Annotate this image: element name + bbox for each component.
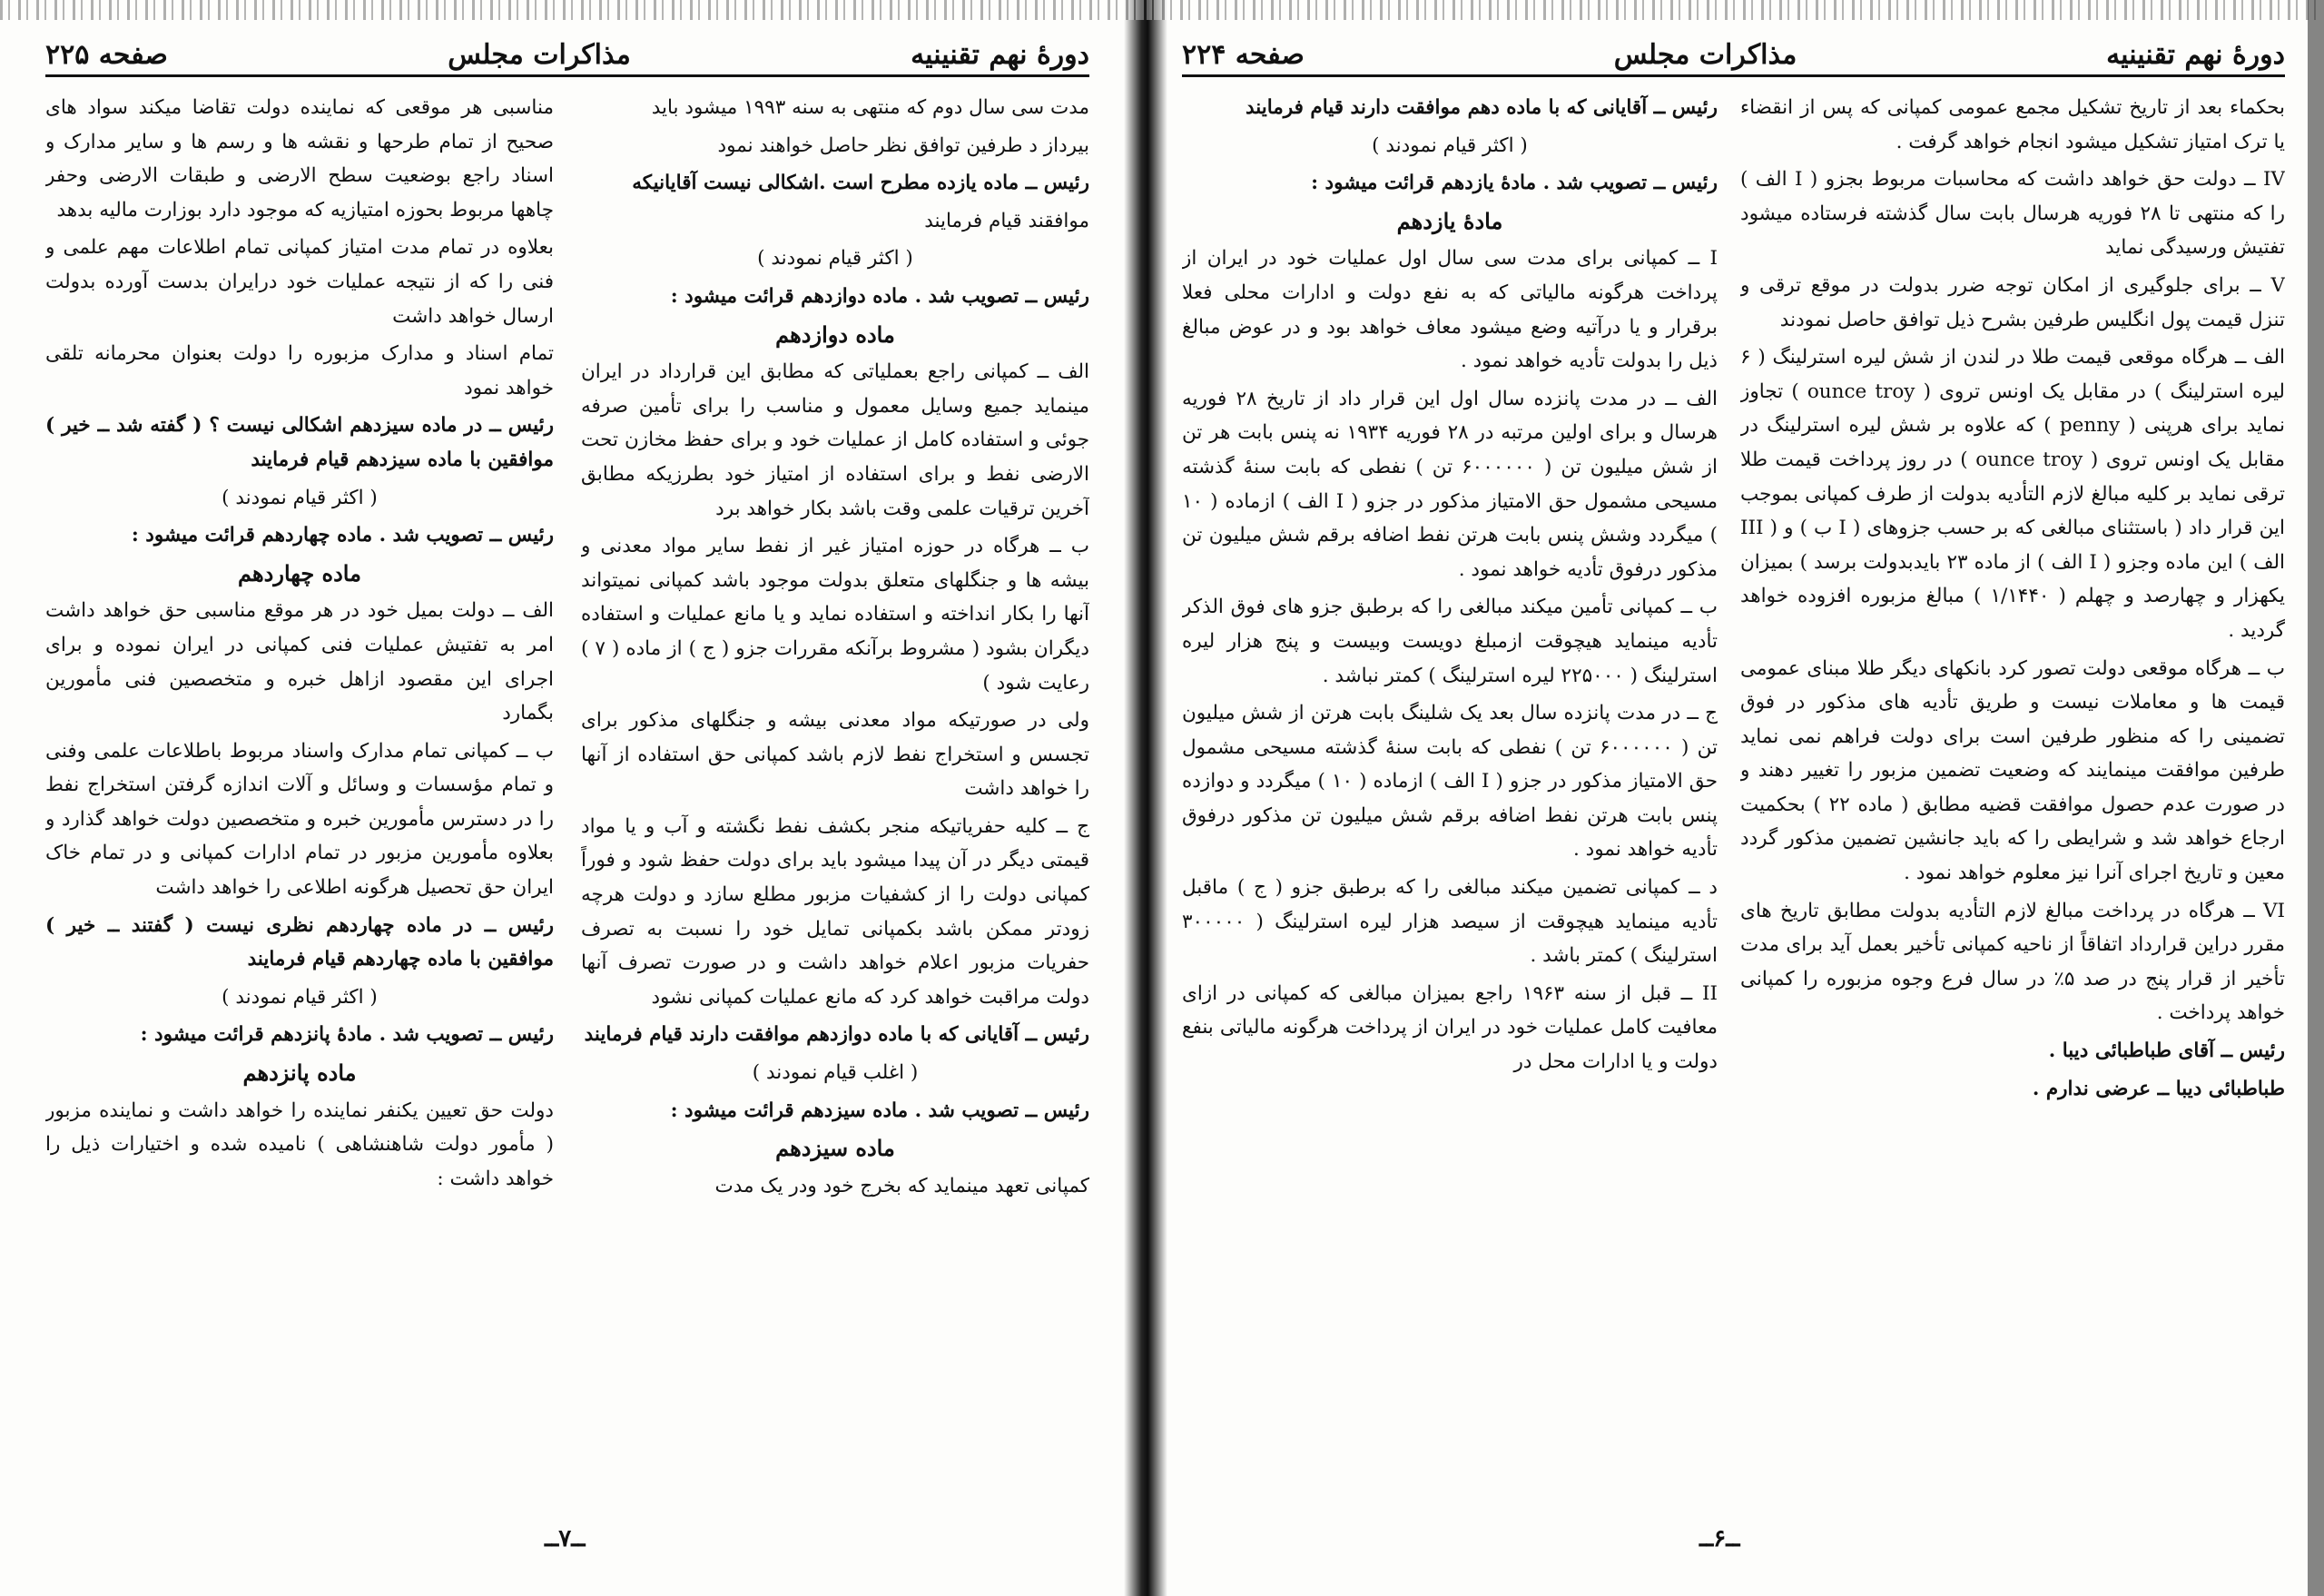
page-label: صفحه ۲۲۵: [45, 39, 168, 71]
speaker-line: رئیس ــ آقایانی که با ماده دوازدهم موافقت دارند قیام فرمایند: [584, 1023, 1089, 1047]
paragraph: ب ــ کمپانی تأمین میکند مبالغی را که برطبق جزو های فوق الذکر تأدیه مینماید هیچوقت ازمبلغ دویست وبیست و پنج هزار لیره استرلینگ ( ۲۲۵۰۰۰ لیره استرلینگ ) کمتر نباشد .: [1182, 596, 1718, 687]
article-heading: ماده چهاردهم: [238, 559, 361, 586]
paragraph: دولت حق تعیین یکنفر نماینده را خواهد داشت و نماینده مزبور ( مأمور دولت شاهنشاهی ) نامیده شده و اختیارات ذیل را خواهد داشت :: [45, 1098, 554, 1190]
paragraph: بعلاوه در تمام مدت امتیاز کمپانی تمام اطلاعات مهم علمی و فنی را که از نتیجه عملیات خود درایران بدست آورده بدولت ارسال خواهد داشت: [45, 236, 554, 328]
article-heading: مادهٔ یازدهم: [1396, 207, 1503, 234]
vote-result: ( اکثر قیام نمودند ): [1372, 133, 1528, 157]
paragraph: الف ــ کمپانی راجع بعملیاتی که مطابق این قرارداد در ایران مینماید جمیع وسایل معمول و مناسب را برای تأمین صرفه جوئی و استفاده کامل از عملیات خود و برای حفظ مخازن تحت الارضی نفط و برای استفاده از امتیاز خود بطرزیکه مطابق آخرین ترقیات علمی وقت باشد بکار خواهد برد: [581, 360, 1089, 520]
speaker-line: رئیس ــ در ماده سیزدهم اشکالی نیست ؟ ( گفته شد ــ خیر ) موافقین با ماده سیزدهم قیام فرمایند: [45, 414, 554, 471]
paragraph: ولی در صورتیکه مواد معدنی بیشه و جنگلهای مذکور برای تجسس و استخراج نفط لازم باشد کمپانی حق استفاده از آنها را خواهد داشت: [581, 709, 1089, 801]
page-label: صفحه ۲۲۴: [1182, 39, 1305, 71]
right-page-left-column: [1182, 91, 1718, 1496]
paragraph: الف ــ در مدت پانزده سال اول این قرار داد از تاریخ ۲۸ فوریه هرسال و برای اولین مرتبه در ۲۸ فوریه ۱۹۳۴ نه پنس بابت هر تن از شش میلیون تن ( ۶۰۰۰۰۰۰ تن ) نفطی که بابت سنهٔ گذشته مسیحی مشمول حق الامتیاز مذکور در جزو ( I الف ) ازماده ( ۱۰ ) میگردد وشش پنس بابت هرتن نفط اضافه برقم شش میلیون تن مذکور درفوق تأدیه خواهد نمود .: [1182, 387, 1718, 581]
left-page-right-column: [581, 91, 1089, 1496]
left-page: [0, 0, 1146, 1596]
journal-title: مذاکرات مجلس: [448, 39, 631, 71]
paragraph: ب ــ هرگاه موقعی دولت تصور کرد بانکهای دیگر طلا مبنای عمومی قیمت ها و معاملات نیست و طریق تأدیه های مذکور در فوق تضمینی را که منظور طرفین است برای دولت فراهم نمی نماید طرفین موافقت مینمایند که وضعیت تضمین مزبور را تغییر دهند و در صورت عدم حصول موافقت قضیه مطابق ( ماده ۲۲ ) بحکمیت ارجاع خواهد شد و شرایطی را که باید جانشین تضمین مذکور گردد معین و تاریخ اجرای آنرا نیز معلوم خواهد نمود .: [1740, 656, 2285, 885]
paragraph: کمپانی تعهد مینماید که بخرج خود ودر یک مدت: [714, 1174, 1089, 1197]
paragraph: ب ــ هرگاه در حوزه امتیاز غیر از نفط سایر مواد معدنی و بیشه ها و جنگلهای متعلق بدولت موجود باشد کمپانی نمیتواند آنها را بکار انداخته و استفاده نماید و یا مانع عملیات و استفاده دیگران بشود ( مشروط برآنکه مقررات جزو ( ج ) از ماده ( ۷ ) رعایت شود ): [581, 535, 1089, 695]
paragraph: V ــ برای جلوگیری از امکان توجه ضرر بدولت در موقع ترقی و تنزل قیمت پول انگلیس طرفین بشرح ذیل توافق حاصل نمودند: [1740, 273, 2285, 331]
article-heading: ماده سیزدهم: [775, 1135, 895, 1162]
speaker-line: رئیس ــ تصویب شد . مادهٔ یازدهم قرائت میشود :: [1311, 172, 1718, 195]
speaker-line: رئیس ــ تصویب شد . ماده دوازدهم قرائت میشود :: [670, 284, 1089, 308]
left-page-left-column: [45, 91, 554, 1496]
paragraph: مناسبی هر موقعی که نماینده دولت تقاضا میکند سواد های صحیح از تمام طرحها و نقشه ها و رسم ها و سایر مدارک و اسناد راجع بوضعیت سطح الارضی و طبقات الارضی وحفر چاهها مربوط بحوزه امتیازیه که موجود دارد بوزارت مالیه بدهد: [45, 96, 554, 222]
paragraph: الف ــ دولت بمیل خود در هر موقع مناسبی حق خواهد داشت امر به تفتیش عملیات فنی کمپانی در ایران نموده و برای اجرای این مقصود ازاهل خبره و متخصصین فنی مأمورین بگمارد: [45, 599, 554, 725]
paragraph: موافقند قیام فرمایند: [924, 209, 1089, 232]
speaker-line: رئیس ــ تصویب شد . مادهٔ پانزدهم قرائت میشود :: [140, 1023, 554, 1047]
vote-result: ( اکثر قیام نمودند ): [757, 247, 913, 271]
speaker-line: رئیس ــ در ماده چهاردهم نظری نیست ( گفتند ــ خیر ) موافقین با ماده چهاردهم قیام فرمایند: [45, 913, 554, 971]
paragraph: بیرداز د طرفین توافق نظر حاصل خواهند نمود: [717, 133, 1089, 157]
speaker-line: رئیس ــ تصویب شد . ماده چهاردهم قرائت میشود :: [131, 524, 554, 547]
right-page-right-column: [1740, 91, 2285, 1496]
speaker-line: رئیس ــ آقایانی که با ماده دهم موافقت دارند قیام فرمایند: [1245, 96, 1718, 119]
paragraph: ب ــ کمپانی تمام مدارک واسناد مربوط باطلاعات علمی وفنی و تمام مؤسسات و وسائل و آلات اندازه گرفتن استخراج نفط را در دسترس مأمورین خبره و متخصصین دولت خواهد گذارد و بعلاوه مأمورین مزبور در تمام ادارات کمپانی و در تمام خاک ایران حق تحصیل هرگونه اطلاعی را خواهد داشت: [45, 739, 554, 900]
paragraph: IV ــ دولت حق خواهد داشت که محاسبات مربوط بجزو ( I الف ) را که منتهی تا ۲۸ فوریه هرسال بابت سال گذشته فرستاده میشود تفتیش ورسیدگی نماید: [1740, 168, 2285, 260]
paragraph: VI ــ هرگاه در پرداخت مبالغ لازم التأدیه بدولت مطابق تاریخ های مقرر دراین قرارداد اتفاقاً از ناحیه کمپانی تأخیر بعمل آید برای مدت تأخیر از قرار پنج در صد ۵٪ در سال فرع وجوه مزبوره را کمپانی خواهد پرداخت .: [1740, 899, 2285, 1025]
paragraph: I ــ کمپانی برای مدت سی سال اول عملیات خود در ایران از پرداخت هرگونه مالیاتی که به نفع دولت و ادارات محلی فعلا برقرار و یا درآتیه وضع میشود معاف خواهد بود و در عوض مبالغ ذیل را بدولت تأدیه خواهد نمود .: [1182, 247, 1718, 373]
speaker-line: رئیس ــ ماده یازده مطرح است .اشکالی نیست آقایانیکه: [632, 172, 1089, 195]
left-page-header: [45, 34, 1089, 77]
speaker-line: رئیس ــ آقای طباطبائی دیبا .: [2048, 1039, 2285, 1063]
article-heading: ماده دوازدهم: [775, 320, 895, 348]
speaker-line: رئیس ــ تصویب شد . ماده سیزدهم قرائت میشود :: [670, 1098, 1089, 1122]
paragraph: الف ــ هرگاه موقعی قیمت طلا در لندن از شش لیره استرلینگ ( ۶ لیره استرلینگ ) در مقابل یک اونس تروی ( ounce troy ) تجاوز نماید برای هرپنی ( penny ) که علاوه بر شش لیره استرلینگ در مقابل یک اونس تروی ( ounce troy ) در روز پرداخت قیمت طلا ترقی نماید بر کلیه مبالغ لازم التأدیه بدولت از طرف کمپانی بموجب این قرار داد ( باستثنای مبالغی که بر حسب جزوهای ( I ب ) و ( III الف ) این ماده وجزو ( I الف ) از ماده ۲۳ بایدبدولت برسد ) بمیزان یکهزار و چهارصد و چهلم ( ۱/۱۴۴۰ ) مبالغ مزبوره افزوده خواهد گردید .: [1740, 346, 2285, 642]
session-title: دورهٔ نهم تقنینیه: [2106, 39, 2285, 71]
paragraph: II ــ قبل از سنه ۱۹۶۳ راجع بمیزان مبالغی که کمپانی در ازای معافیت کامل عملیات خود در ایران از پرداخت هرگونه مالیاتی بنفع دولت و یا ادارات محل در: [1182, 981, 1718, 1074]
session-title: دورهٔ نهم تقنینیه: [911, 39, 1089, 71]
scan-edge-right: [2308, 0, 2324, 1596]
article-heading: ماده پانزدهم: [242, 1059, 357, 1087]
vote-result: ( اغلب قیام نمودند ): [752, 1061, 919, 1085]
speaker-line: طباطبائی دیبا ــ عرضی ندارم .: [2032, 1077, 2285, 1100]
paragraph: مدت سی سال دوم که منتهی به سنه ۱۹۹۳ میشود باید: [651, 96, 1089, 119]
journal-title: مذاکرات مجلس: [1613, 39, 1797, 71]
vote-result: ( اکثر قیام نمودند ): [222, 985, 378, 1009]
paragraph: د ــ کمپانی تضمین میکند مبالغی را که برطبق جزو ( ج ) ماقبل تأدیه مینماید هیچوقت از سیصد هزار لیره استرلینگ ( ۳۰۰۰۰۰ استرلینگ ) کمتر باشد .: [1182, 876, 1718, 968]
right-page-header: [1182, 34, 2285, 77]
scan-edge-top: [0, 0, 2324, 20]
paragraph: بحکماء بعد از تاریخ تشکیل مجمع عمومی کمپانی که پس از انقضاء یا ترک امتیاز تشکیل میشود انجام خواهد گرفت .: [1740, 96, 2285, 153]
page-number: ــ۷ــ: [545, 1525, 586, 1552]
paragraph: ج ــ کلیه حفریاتیکه منجر بکشف نفط نگشته و آب و یا مواد قیمتی دیگر در آن پیدا میشود باید برای دولت حفظ شود و فوراً کمپانی دولت را از کشفیات مزبور مطلع سازد و دولت هرچه زودتر ممکن باشد بکمپانی تمایل خود را نسبت به تصرف حفریات مزبور اعلام خواهد داشت و در صورت تصرف آنها دولت مراقبت خواهد کرد که مانع عملیات کمپانی نشود: [581, 814, 1089, 1009]
vote-result: ( اکثر قیام نمودند ): [222, 486, 378, 509]
page-number: ــ۶ــ: [1699, 1525, 1740, 1552]
paragraph: ج ــ در مدت پانزده سال بعد یک شلینگ بابت هرتن از شش میلیون تن ( ۶۰۰۰۰۰۰ تن ) نفطی که بابت سنهٔ گذشته مسیحی مشمول حق الامتیاز مذکور در جزو ( I الف ) ازماده ( ۱۰ ) میگردد و دوازده پنس بابت هرتن نفط اضافه برقم شش میلیون تن مذکور درفوق تأدیه خواهد نمود .: [1182, 702, 1718, 862]
right-page: [1146, 0, 2324, 1596]
book-gutter: [1124, 0, 1167, 1596]
paragraph: تمام اسناد و مدارک مزبوره را دولت بعنوان محرمانه تلقی خواهد نمود: [45, 342, 554, 399]
